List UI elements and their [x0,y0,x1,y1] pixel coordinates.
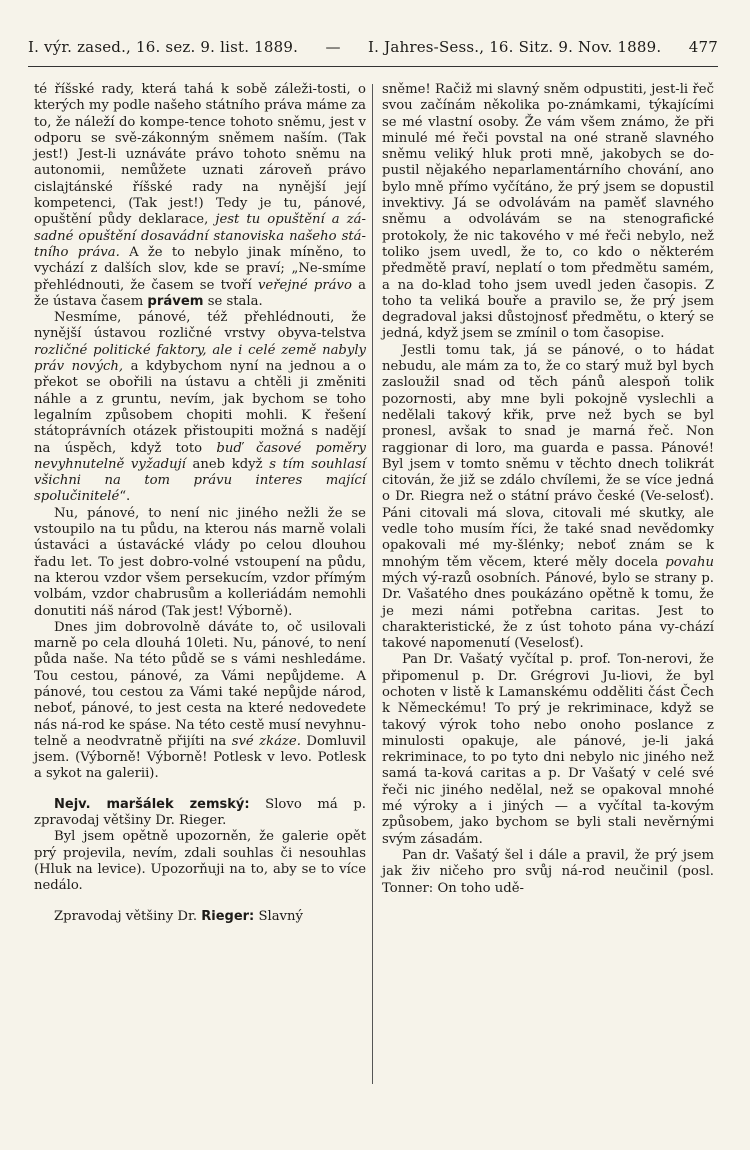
right-column [382,82,714,897]
page-number: 477 [688,38,718,56]
header-dash: — [325,38,341,56]
paragraph: Nesmíme, pánové, též přehlédnouti, že nynější ústavou rozličné vrstvy obyva-telstva rozličné politické faktory, ale i celé země nabyly práv nových, a kdybychom nyní na jednou a o překot se obořili na ústavu a chtěli ji změniti náhle a z gruntu, nevím, jak bychom se toho legalním způsobem chopiti mohli. K řešení státoprávních otázek přistoupiti možná s nadějí na úspěch, když toto buď časové poměry nevyhnutelně vyžadují aneb když s tím souhlasí všichni na tom právu interes mající spolučinitelé“. [34,310,366,505]
left-column [34,82,366,925]
paragraph: Nejv. maršálek zemský: Slovo má p. zpravodaj většiny Dr. Rieger. [34,796,366,829]
paragraph: Jestli tomu tak, já se pánové, o to hádat nebudu, ale mám za to, že co starý muž byl bych zasloužil snad od těch pánů alespoň tolik pozornosti, aby mne byli pokojně vyslechli a nedělali takový křik, prve než bych se byl pronesl, avšak to snad je marná řeč. Non raggionar di loro, ma guarda e passa. Pánové! Byl jsem v tomto sněmu v těchto dnech tolikrát citován, že již se zdálo chvílemi, že se více jedná o Dr. Riegra než o státní právo české (Ve-selosť). Páni citovali má slova, citovali mé skutky, ale vedle toho musím říci, že také snad nevědomky opakovali mé my-šlénky; neboť znám se k mnohým těm věcem, které měly docela povahu mých vý-razů osobních. Pánové, bylo se strany p. Dr. Vašatého dnes poukázáno opětně k tomu, že je mezi námi potřebna caritas. Jest to charakteristické, že z úst tohoto pána vy-chází takové napomenutí (Veselosť). [382,342,714,652]
paragraph: Pan dr. Vašatý šel i dále a pravil, že prý jsem jak živ ničeho pro svůj ná-rod neučinil (posl. Tonner: On toho udě- [382,847,714,896]
header-rule [28,66,718,67]
paragraph: Zpravodaj většiny Dr. Rieger: Slavný [54,908,303,924]
header-right: I. Jahres-Sess., 16. Sitz. 9. Nov. 1889. [368,38,662,56]
paragraph: Nu, pánové, to není nic jiného nežli že se vstoupilo na tu půdu, na kterou nás marně volali ústaváci a ústavácké vlády po celou dlouhou řadu let. To jest dobro-volné vstoupení na půdu, na kterou vzdor všem persekucím, vzdor přímým volbám, vzdor chabrusům a kolleriádám nemohli donutiti náš národ (Tak jest! Výborně). [34,505,366,619]
column-divider [372,84,373,1084]
paragraph: Pan Dr. Vašatý vyčítal p. prof. Ton-nerovi, že připomenul p. Dr. Grégrovi Ju-liovi, že byl ochoten v listě k Lamanskému odděliti část Čech k Německému! To prý je rekriminace, když se takový výrok toho nebo onoho poslance z minulosti opakuje, ale pánové, je-li jaká rekriminace, to po tyto dni nebylo nic jiného než samá ta-ková caritas a p. Dr Vašatý v celé své řeči nic jiného nedělal, než se opakoval mnohé mé výroky a i jiných — a vyčítal ta-kovým způsobem, jako bychom se byli stali nevěrnými svým zásadám. [382,652,714,847]
paragraph: Byl jsem opětně upozorněn, že galerie opět prý projevila, nevím, zdali souhlas či nesouhlas (Hluk na levice). Upozorňuji na to, aby se to více nedálo. [34,829,366,894]
speaker-name: Rieger: [201,908,255,924]
running-header [28,38,718,56]
paragraph: sněme! Račiž mi slavný sněm odpustiti, jest-li řeč svou začínám několika po-známkami, týkajícími se mé vlastní osoby. Že vám všem známo, že při minulé mé řeči povstal na oné straně slavného sněmu veliký hluk proti mně, jakobych se do-pustil nějakého neparlamentárního chování, ano bylo mně přímo vyčítáno, že prý jsem se dopustil invektivy. Já se odvolávám na paměť slavného sněmu a odvolávám se na stenografické protokoly, že nic takového v mé řeči nebylo, než toliko jsem uvedl, že to, co kdo o některém předmětě praví, neplatí o tom předmětu samém, a na do-klad toho jsem uvedl jeden časopis. Z toho ta veliká bouře a pravilo se, že prý jsem degradoval jaksi důstojnosť předmětu, o který se jedná, když jsem se zmínil o tom časopise. [382,82,714,342]
speaker-name: Nejv. maršálek zemský: [54,796,250,812]
paragraph: té říšské rady, která tahá k sobě záleži-tosti, o kterých my podle našeho státního práva máme za to, že náleží do kompe-tence tohoto sněmu, jest v odporu se svě-zákonným sněmem naším. (Tak jest!) Jest-li uznáváte právo tohoto sněmu na autonomii, nemůžete uznati zároveň právo cislajtánské říšské rady na nynější její kompetenci, (Tak jest!) Tedy je tu, pánové, opuštění půdy deklarace, jest tu opuštění a zá-sadné opuštění dosavádní stanoviska našeho stá-tního práva. A že to nebylo jinak míněno, to vychází z dalších slov, kde se praví; „Ne-smíme přehlédnouti, že časem se tvoří veřejné právo a že ústava časem právem se stala. [34,82,367,309]
paragraph: Dnes jim dobrovolně dáváte to, oč usilovali marně po cela dlouhá 10leti. Nu, pánové, to není půda naše. Na této půdě se s vámi neshledáme. Tou cestou, pánové, za Vámi nepůjdeme. A pánové, tou cestou za Vámi také nepůjde národ, neboť, pánové, to jest cesta na které nedovedete nás ná-rod ke spáse. Na této cestě musí nevyhnu-telně a neodvratně přijíti na své zkáze. Domluvil jsem. (Výborně! Výborně! Potlesk v levo. Potlesk a sykot na galerii). [34,619,366,782]
header-left: I. výr. zased., 16. sez. 9. list. 1889. [28,38,299,56]
